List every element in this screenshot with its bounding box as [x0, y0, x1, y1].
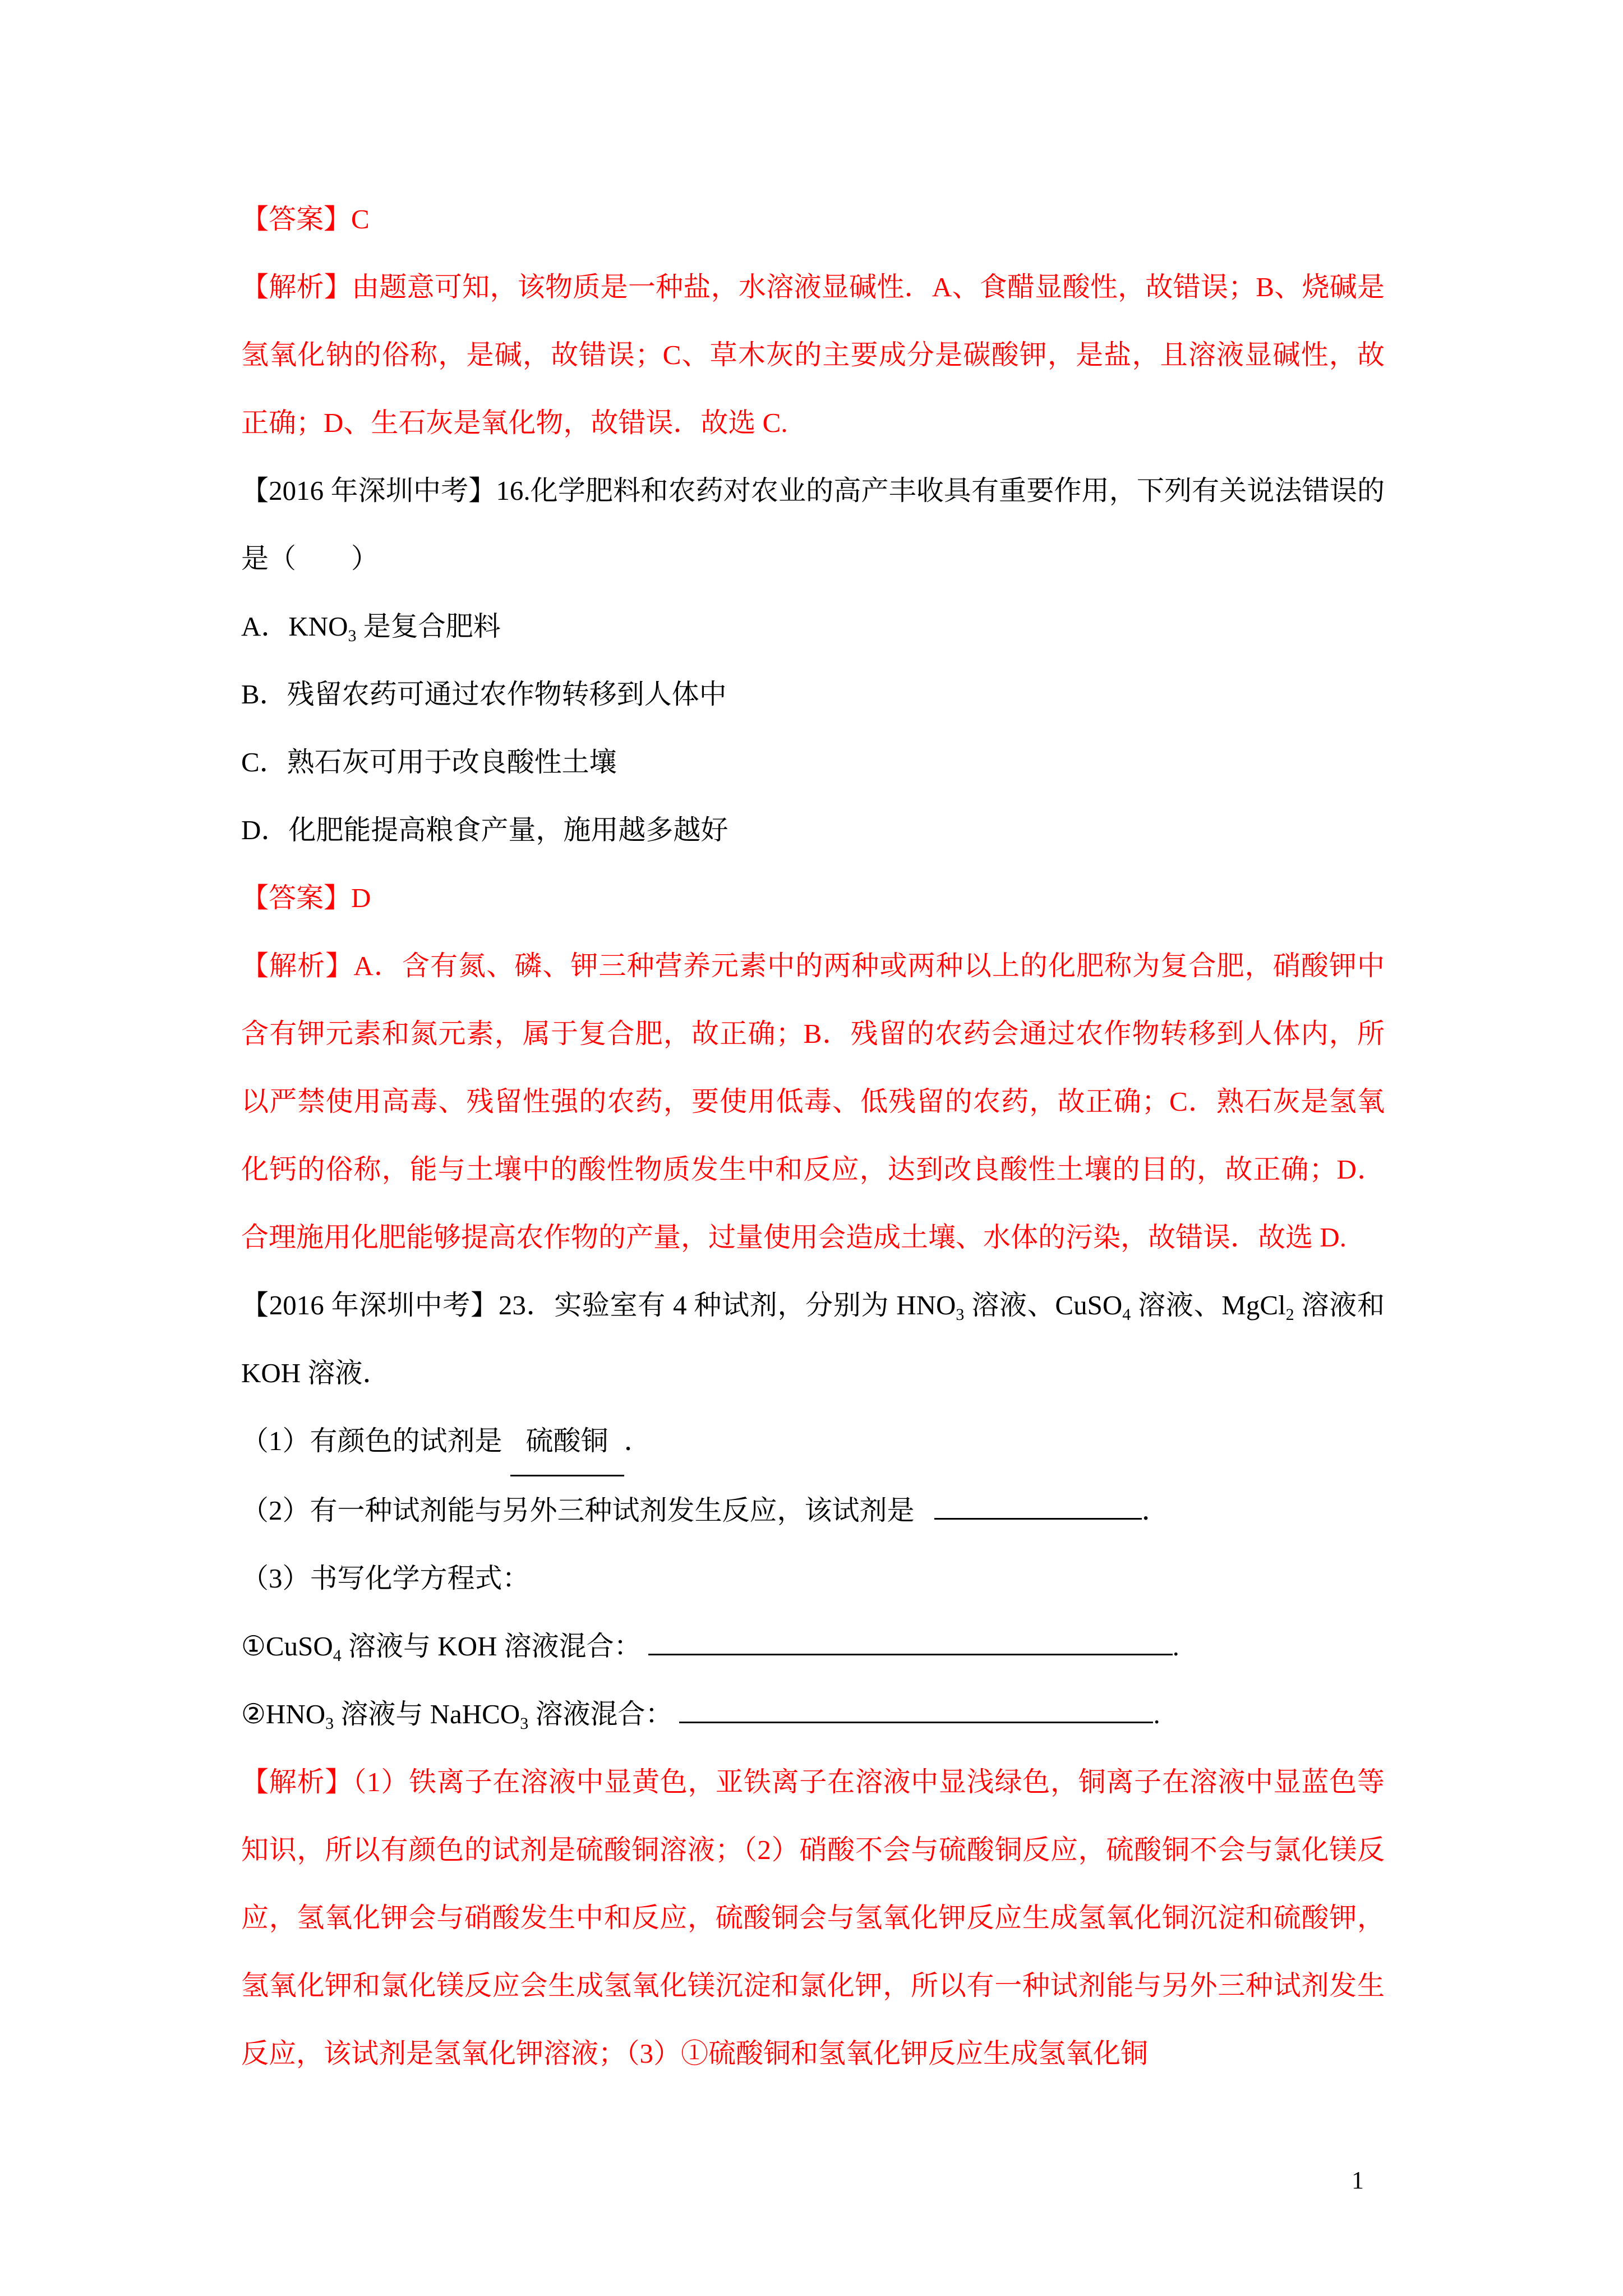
q23-equation-1 [241, 1612, 1385, 1680]
q23-equation-2 [241, 1680, 1385, 1748]
q16-answer-line: 【答案】D [241, 882, 371, 913]
chem-subscript: 3 [348, 627, 357, 645]
chem-subscript: 3 [325, 1714, 334, 1733]
q23-part1-period: ． [624, 1425, 652, 1456]
q15-analysis: 【解析】由题意可知，该物质是一种盐，水溶液显碱性．A、食醋显酸性，故错误；B、烧碱是氢氧化钠的俗称，是碱，故错误；C、草木灰的主要成分是碳酸钾，是盐，且溶液显碱性，故正确；D、生石灰是氧化物，故错误．故选 C. [241, 272, 1385, 438]
q23-stem-text: 【2016 年深圳中考】23．实验室有 4 种试剂，分别为 HNO [241, 1290, 956, 1320]
answer-blank[interactable] [934, 1488, 1142, 1520]
q23-eq1-period: . [1172, 1631, 1179, 1662]
chem-subscript: 3 [956, 1305, 965, 1324]
q23-part2-period: ． [1141, 1495, 1169, 1526]
q23-eq1-text: ①CuSO [241, 1631, 333, 1662]
q16-stem: 【2016 年深圳中考】16.化学肥料和农药对农业的高产丰收具有重要作用，下列有关说法错误的是（ ） [241, 475, 1385, 574]
answer-blank[interactable] [679, 1692, 1153, 1723]
option-a-text-post: 是复合肥料 [356, 611, 501, 642]
chem-subscript: 3 [520, 1714, 529, 1733]
q23-eq1-text: 溶液与 KOH 溶液混合： [341, 1631, 642, 1662]
q23-eq2-text: 溶液混合： [528, 1699, 673, 1729]
answer-blank[interactable] [648, 1624, 1173, 1655]
q16-option-d: D．化肥能提高粮食产量，施用越多越好 [241, 815, 728, 845]
q23-part3-label: （3）书写化学方程式： [241, 1563, 530, 1594]
q23-stem-text: 溶液和 KOH 溶液． [241, 1290, 1385, 1388]
q23-eq2-period: . [1153, 1699, 1160, 1729]
q23-part1-text: （1）有颜色的试剂是 [241, 1425, 502, 1456]
q23-part2-text: （2）有一种试剂能与另外三种试剂发生反应，该试剂是 [241, 1495, 915, 1526]
q23-eq2-text: ②HNO [241, 1699, 326, 1729]
q16-analysis: 【解析】A．含有氮、磷、钾三种营养元素中的两种或两种以上的化肥称为复合肥，硝酸钾中含有钾元素和氮元素，属于复合肥，故正确；B．残留的农药会通过农作物转移到人体内，所以严禁使用高毒、残留性强的农药，要使用低毒、低残留的农药，故正确；C．熟石灰是氢氧化钙的俗称，能与土壤中的酸性物质发生中和反应，达到改良酸性土壤的目的，故正确；D．合理施用化肥能够提高农作物的产量，过量使用会造成土壤、水体的污染，故错误．故选 D. [241, 950, 1385, 1253]
q23-part2 [241, 1476, 1385, 1544]
q16-option-a [241, 592, 1385, 660]
filled-answer-underline: 硫酸铜 [510, 1407, 624, 1476]
q16-option-b: B．残留农药可通过农作物转移到人体中 [241, 679, 727, 710]
q23-part1 [241, 1407, 1385, 1476]
chem-subscript: 2 [1285, 1305, 1294, 1324]
q23-stem [241, 1271, 1385, 1407]
chem-subscript: 4 [1122, 1305, 1131, 1324]
q23-eq2-text: 溶液与 NaHCO [334, 1699, 520, 1729]
q23-stem-text: 溶液、MgCl [1131, 1290, 1286, 1320]
q16-option-c: C．熟石灰可用于改良酸性土壤 [241, 747, 617, 777]
q23-analysis: 【解析】（1）铁离子在溶液中显黄色，亚铁离子在溶液中显浅绿色，铜离子在溶液中显蓝色等知识，所以有颜色的试剂是硫酸铜溶液；（2）硝酸不会与硫酸铜反应，硫酸铜不会与氯化镁反应，氢氧化钾会与硝酸发生中和反应，硫酸铜会与氢氧化钾反应生成氢氧化铜沉淀和硫酸钾，氢氧化钾和氯化镁反应会生成氢氧化镁沉淀和氯化钾，所以有一种试剂能与另外三种试剂发生反应，该试剂是氢氧化钾溶液；（3）①硫酸铜和氢氧化钾反应生成氢氧化铜 [241, 1766, 1385, 2069]
page-number: 1 [1352, 2166, 1364, 2194]
option-a-text: A．KNO [241, 611, 348, 642]
q15-answer-line: 【答案】C [241, 204, 370, 234]
chem-subscript: 4 [333, 1646, 342, 1665]
q23-stem-text: 溶液、CuSO [964, 1290, 1123, 1320]
